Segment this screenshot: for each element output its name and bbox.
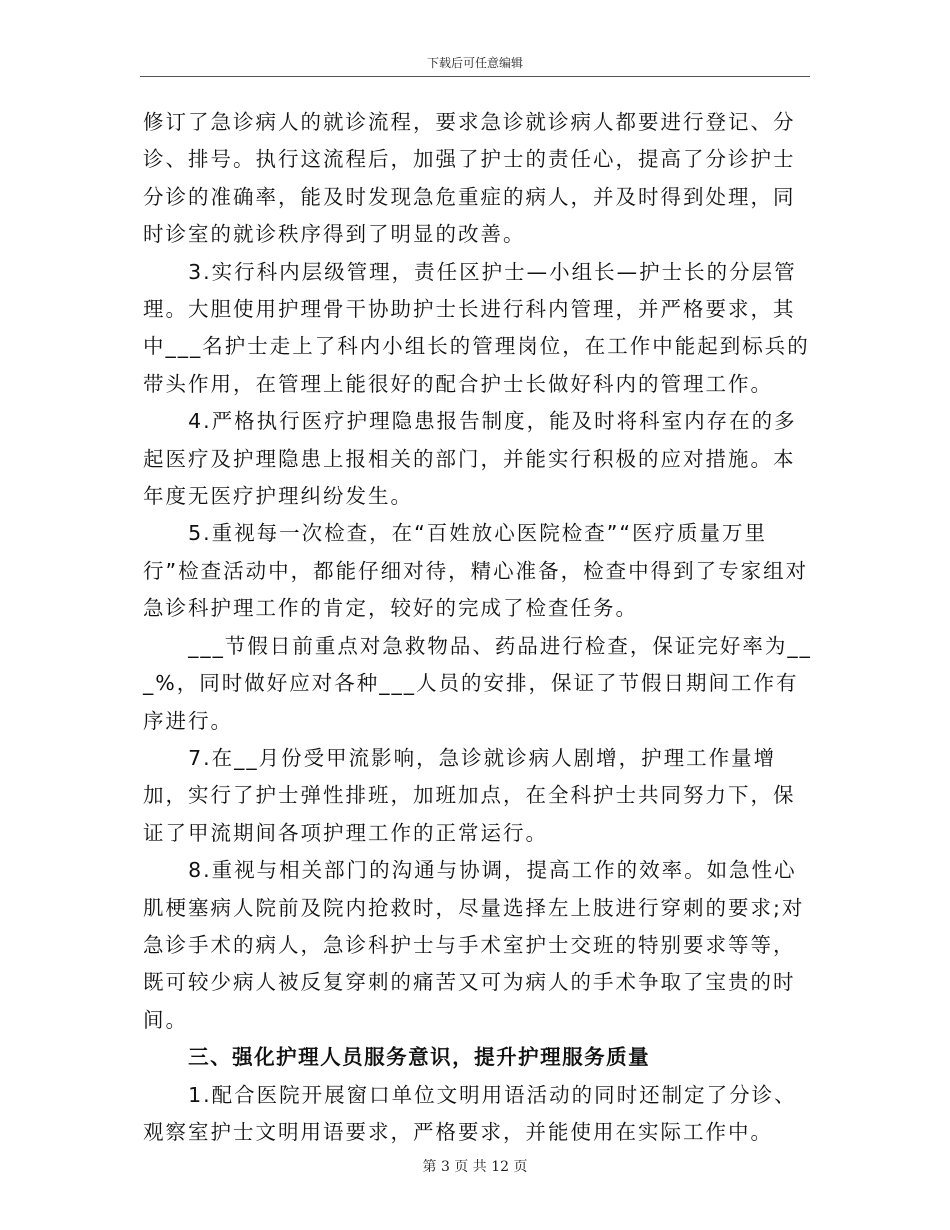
paragraph-6: 7.在__月份受甲流影响，急诊就诊病人剧增，护理工作量增加，实行了护士弹性排班，加班加点，在全科护士共同努力下，保证了甲流期间各项护理工作的正常运行。 xyxy=(143,745,796,845)
document-body xyxy=(143,104,815,1151)
paragraph-4: 5.重视每一次检查，在“百姓放心医院检查”“医疗质量万里行”检查活动中，都能仔细对待，精心准备，检查中得到了专家组对急诊科护理工作的肯定，较好的完成了检查任务。 xyxy=(143,521,809,621)
paragraph-8: 1.配合医院开展窗口单位文明用语活动的同时还制定了分诊、观察室护士文明用语要求，严格要求，并能使用在实际工作中。 xyxy=(143,1082,797,1144)
page-number: 第 3 页 共 12 页 xyxy=(422,1159,528,1175)
header-divider xyxy=(140,76,810,77)
section-heading: 三、强化护理人员服务意识，提升护理服务质量 xyxy=(188,1045,651,1070)
paragraph-3: 4.严格执行医疗护理隐患报告制度，能及时将科室内存在的多起医疗及护理隐患上报相关的部门，并能实行积极的应对措施。本年度无医疗护理纠纷发生。 xyxy=(143,409,797,509)
paragraph-7: 8.重视与相关部门的沟通与协调，提高工作的效率。如急性心肌梗塞病人院前及院内抢救时，尽量选择左上肢进行穿刺的要求;对急诊手术的病人，急诊科护士与手术室护士交班的特别要求等等，既可较少病人被反复穿刺的痛苦又可为病人的手术争取了宝贵的时间。 xyxy=(143,858,805,1032)
paragraph-2: 3.实行科内层级管理，责任区护士—小组长—护士长的分层管理。大胆使用护理骨干协助护士长进行科内管理，并严格要求，其中___名护士走上了科内小组长的管理岗位，在工作中能起到标兵的带头作用，在管理上能很好的配合护士长做好科内的管理工作。 xyxy=(143,259,810,396)
paragraph-5: ___节假日前重点对急救物品、药品进行检查，保证完好率为___%，同时做好应对各种___人员的安排，保证了节假日期间工作有序进行。 xyxy=(143,633,812,733)
header-note: 下载后可任意编辑 xyxy=(426,56,523,70)
paragraph-1: 修订了急诊病人的就诊流程，要求急诊就诊病人都要进行登记、分诊、排号。执行这流程后，加强了护士的责任心，提高了分诊护士分诊的准确率，能及时发现急危重症的病人，并及时得到处理，同时诊室的就诊秩序得到了明显的改善。 xyxy=(143,110,796,247)
